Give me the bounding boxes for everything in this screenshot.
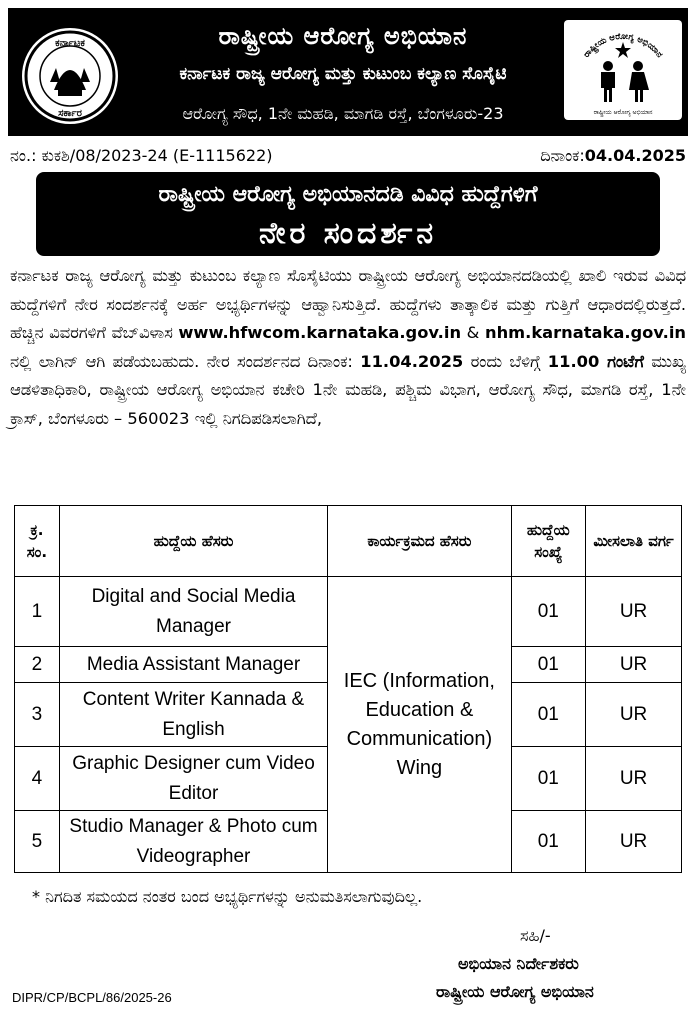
banner-line-1: ರಾಷ್ಟ್ರೀಯ ಆರೋಗ್ಯ ಅಭಿಯಾನದಡಿ ವಿವಿಧ ಹುದ್ದೆಗಳಿಗೆ: [158, 182, 538, 207]
reservation-category: UR: [586, 747, 682, 811]
karnataka-emblem-icon: [22, 28, 118, 124]
interview-date: 11.04.2025: [360, 351, 464, 371]
table-header-row: [15, 506, 682, 577]
post-count: 01: [511, 577, 586, 647]
nhm-logo-arc-text: ರಾಷ್ಟ್ರೀಯ ಆರೋಗ್ಯ ಅಭಿಯಾನ: [581, 31, 665, 60]
website-link-hfw[interactable]: www.hfwcom.karnataka.gov.in: [178, 323, 462, 342]
nhm-logo-subtext: ರಾಷ್ಟ್ರೀಯ ಆರೋಗ್ಯ ಅಭಿಯಾನ: [593, 109, 653, 116]
reference-number: ನಂ.: ಕುಕಶಿ/08/2023-24 (E-1115622): [10, 146, 273, 165]
signature-mark: ಸಹಿ/-: [520, 926, 551, 945]
post-name: Graphic Designer cum Video Editor: [59, 747, 328, 811]
website-link-nhm[interactable]: nhm.karnataka.gov.in: [485, 323, 687, 342]
serial-no: 4: [15, 747, 60, 811]
reservation-category: UR: [586, 647, 682, 683]
emblem-text-top: ಕರ್ನಾಟಕ: [55, 38, 85, 49]
serial-no: 2: [15, 647, 60, 683]
reservation-category: UR: [586, 577, 682, 647]
header-title: ರಾಷ್ಟ್ರೀಯ ಆರೋಗ್ಯ ಅಭಿಯಾನ: [218, 22, 468, 50]
post-name: Digital and Social Media Manager: [59, 577, 328, 647]
reservation-category: UR: [586, 811, 682, 873]
table-row: [15, 577, 682, 647]
nhm-logo-icon: [564, 20, 682, 120]
paragraph-part-1: ಕರ್ನಾಟಕ ರಾಜ್ಯ ಆರೋಗ್ಯ ಮತ್ತು ಕುಟುಂಬ ಕಲ್ಯಾಣ ಸೊಸೈಟಿಯು ರಾಷ್ಟ್ರೀಯ ಆರೋಗ್ಯ ಅಭಿಯಾನದಡಿಯಲ್ಲಿ ಖಾಲಿ ಇರುವ ವಿವಿಧ ಹುದ್ದೆಗಳಿಗೆ ನೇರ ಸಂದರ್ಶನಕ್ಕೆ ಅರ್ಹ ಅಭ್ಯರ್ಥಿಗಳನ್ನು ಆಹ್ವಾನಿಸುತ್ತಿದೆ. ಹುದ್ದೆಗಳು ತಾತ್ಕಾಲಿಕ ಮತ್ತು ಗುತ್ತಿಗೆ ಆಧಾರದಲ್ಲಿರುತ್ತದೆ. ಹೆಚ್ಚಿನ ವಿವರಗಳಿಗೆ ವೆಬ್‌ವಿಳಾಸ: [10, 266, 686, 342]
paragraph-part-3: ರಂದು ಬೆಳಿಗ್ಗೆ: [463, 351, 548, 371]
header-post-name: ಹುದ್ದೆಯ ಹೆಸರು: [59, 506, 328, 577]
title-banner: [36, 172, 660, 256]
post-name: Studio Manager & Photo cum Videographer: [59, 811, 328, 873]
post-count: 01: [511, 683, 586, 747]
header-reservation-category: ಮೀಸಲಾತಿ ವರ್ಗ: [586, 506, 682, 577]
signatory-designation: ಅಭಿಯಾನ ನಿರ್ದೇಶಕರು: [458, 954, 579, 973]
paragraph-part-2: ನಲ್ಲಿ ಲಾಗಿನ್ ಆಗಿ ಪಡೆಯಬಹುದು. ನೇರ ಸಂದರ್ಶನದ ದಿನಾಂಕ:: [10, 351, 361, 371]
post-count: 01: [511, 647, 586, 683]
program-name: IEC (Information, Education & Communication) Wing: [328, 577, 511, 873]
reference-row: [10, 146, 686, 168]
dipr-code: DIPR/CP/BCPL/86/2025-26: [12, 990, 172, 1005]
post-name: Media Assistant Manager: [59, 647, 328, 683]
post-name: Content Writer Kannada & English: [59, 683, 328, 747]
vacancy-table-wrapper: [14, 505, 682, 873]
reservation-category: UR: [586, 683, 682, 747]
notice-paragraph: [10, 262, 686, 433]
header-program-name: ಕಾರ್ಯಕ್ರಮದ ಹೆಸರು: [328, 506, 511, 577]
header-address: ಆರೋಗ್ಯ ಸೌಧ, 1ನೇ ಮಹಡಿ, ಮಾಗಡಿ ರಸ್ತೆ, ಬೆಂಗಳೂರು-23: [182, 104, 504, 123]
post-count: 01: [511, 811, 586, 873]
header-society: ಕರ್ನಾಟಕ ರಾಜ್ಯ ಆರೋಗ್ಯ ಮತ್ತು ಕುಟುಂಬ ಕಲ್ಯಾಣ ಸೊಸೈಟಿ: [179, 64, 507, 84]
date-value: 04.04.2025: [584, 146, 686, 165]
nhm-logo-svg: [564, 20, 682, 120]
vacancy-table: [14, 505, 682, 873]
ampersand: &: [461, 323, 485, 342]
post-count: 01: [511, 747, 586, 811]
header-post-count: ಹುದ್ದೆಯ ಸಂಖ್ಯೆ: [511, 506, 586, 577]
interview-time: 11.00 ಗಂಟೆಗೆ: [547, 351, 644, 371]
banner-line-2: ನೇರ ಸಂದರ್ಶನ: [258, 216, 438, 251]
serial-no: 5: [15, 811, 60, 873]
signatory-organization: ರಾಷ್ಟ್ರೀಯ ಆರೋಗ್ಯ ಅಭಿಯಾನ: [436, 982, 594, 1001]
header-serial-no: ಕ್ರ. ಸಂ.: [15, 506, 60, 577]
emblem-text-bottom: ಸರ್ಕಾರ: [58, 108, 82, 119]
serial-no: 3: [15, 683, 60, 747]
karnataka-emblem-svg: [24, 30, 116, 122]
footnote: * ನಿಗದಿತ ಸಮಯದ ನಂತರ ಬಂದ ಅಭ್ಯರ್ಥಿಗಳನ್ನು ಅನುಮತಿಸಲಾಗುವುದಿಲ್ಲ.: [32, 887, 423, 906]
header-band: [8, 8, 688, 136]
paragraph-part-4: ಮುಖ್ಯ ಆಡಳಿತಾಧಿಕಾರಿ, ರಾಷ್ಟ್ರೀಯ ಆರೋಗ್ಯ ಅಭಿಯಾನ ಕಚೇರಿ 1ನೇ ಮಹಡಿ, ಪಶ್ಚಿಮ ವಿಭಾಗ, ಆರೋಗ್ಯ ಸೌಧ, ಮಾಗಡಿ ರಸ್ತೆ, 1ನೇ ಕ್ರಾಸ್, ಬೆಂಗಳೂರು – 560023 ಇಲ್ಲಿ ನಿಗದಿಪಡಿಸಲಾಗಿದೆ,: [10, 351, 686, 428]
date-label: ದಿನಾಂಕ:: [540, 146, 585, 165]
serial-no: 1: [15, 577, 60, 647]
reference-date: [540, 146, 686, 166]
